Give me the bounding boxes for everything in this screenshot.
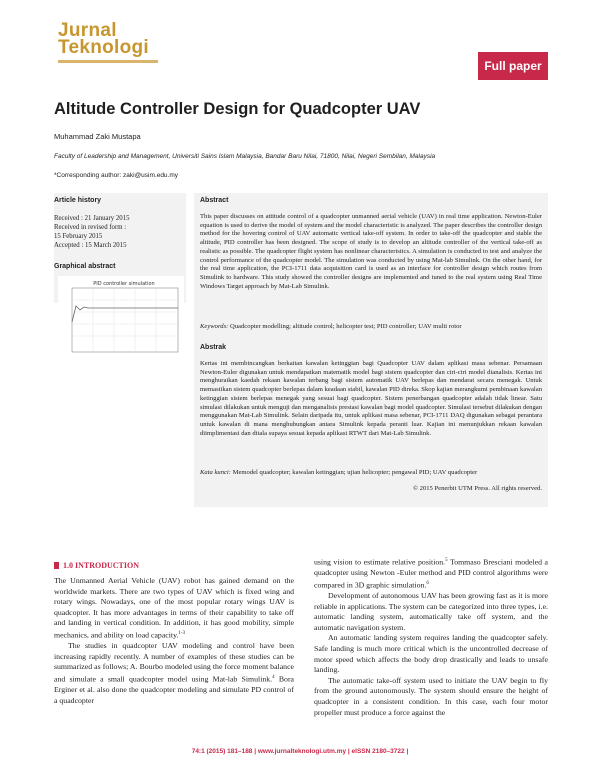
intro-right-paragraph-2: Development of autonomous UAV has been growing fast as it is more reliable in applications. The system can be categorized into three types, i.e. automatic landing system, automatically take off system, and the automatic navigation system. xyxy=(314,590,548,632)
intro-left-column xyxy=(54,576,294,706)
history-accepted: Accepted : 15 March 2015 xyxy=(54,242,127,249)
kata-kunci-label: Kata kunci: xyxy=(200,469,231,476)
abstract-box xyxy=(194,193,548,507)
intro-p1-text: The Unmanned Aerial Vehicle (UAV) robot has gained demand on the worldwide markets. There are two types of UAV which is fixed wing and rotary wings. Nowadays, one of the most popular rotary wings UAV is quadcopter. It has more advantages in terms of their capability to take off and landing in vertical condition. In addition, it has good mobility, simple mechanics, and ability on load capacity. xyxy=(54,576,294,640)
kata-kunci-text: Memodel quadcopter; kawalan ketinggian; ujian helicopter; pengawal PID; UAV quadcopter xyxy=(232,469,478,476)
copyright-line: © 2015 Penerbit UTM Press. All rights reserved. xyxy=(413,485,542,492)
intro-r1-ref: 5 xyxy=(445,558,448,563)
history-received: Received : 21 January 2015 xyxy=(54,215,130,222)
abstract-keywords xyxy=(200,323,542,332)
intro-heading-text: 1.0 INTRODUCTION xyxy=(63,561,140,570)
section-marker xyxy=(54,562,59,569)
intro-right-column xyxy=(314,556,548,718)
logo-line-1: Jurnal xyxy=(58,20,117,41)
graphical-abstract-plot xyxy=(58,276,184,360)
keywords-label: Keywords: xyxy=(200,323,229,330)
page-footer: 74:1 (2015) 181–188 | www.jurnalteknologi.utm.my | eISSN 2180–3722 | xyxy=(191,748,409,755)
intro-p2b-text: Bora Erginer et al. also done the quadcopter modeling and simulate PD control of a quadcopter xyxy=(54,674,294,705)
paper-title: Altitude Controller Design for Quadcopter UAV xyxy=(54,100,421,118)
abstrak-keywords xyxy=(200,469,542,478)
full-paper-badge: Full paper xyxy=(478,52,548,80)
intro-p2-ref: 4 xyxy=(272,674,275,680)
history-revised: Received in revised form : xyxy=(54,224,127,231)
intro-right-paragraph-1 xyxy=(314,556,548,591)
abstrak-text: Kertas ini membincangkan berkaitan kawalan ketinggian bagi Quadcopter UAV dalam aplikasi masa sebenar. Persamaan Newton-Euler digunakan untuk mendapatkan matematik model bagi sistem quadcopter dan ciri-ciri model dianalisis. Kertas ini menghuraikan kaedah rekaan kawalan terbang bagi sistem automatik UAV berlepas dan mendarat secara menegak. Untuk memastikan sistem quadcopter berlepas dalam keadaan stabil, kawalan PID direka. Skop kajian merangkumi pembinaan kawalan ketinggian sistem berlepas menegak yang sesuai bagi quadcopter. Sistem penerbangan quadcopter adalah tidak linear. Satu simulasi dilakukan untuk menguji dan menganalisis prestasi kawalan bagi model quadcopter. Simulasi tersebut dilakukan dengan menggunakan Mat-Lab Simulink. Selain daripada itu, untuk aplikasi masa sebenar, PCI-1711 DAQ digunakan sebagai perantara untuk kawalan di mana menghubungkan antara Simulink kepada peranti luar. Kajian ini menunjukkan rekaan kawalan diimplimentasi dan ditala supaya sesuai kepada aplikasi RTWT dari Mat-Lab Simulink. xyxy=(200,360,542,437)
graphical-abstract-heading: Graphical abstract xyxy=(54,263,116,270)
intro-p1-ref: 1-3 xyxy=(178,630,186,636)
abstrak-heading: Abstrak xyxy=(200,344,227,351)
intro-right-paragraph-3: An automatic landing system requires landing the quadcopter safely. Safe landing is much more critical which is the uncontrolled decrease of motor speed which affects the body drop drastically and leads to unsafe landing. xyxy=(314,633,548,675)
keywords-text: Quadcopter modelling; altitude control; helicopter test; PID controller; UAV multi rotor xyxy=(229,323,462,330)
plot-title: PID controller simulation xyxy=(93,281,155,287)
paper-author: Muhammad Zaki Mustapa xyxy=(54,132,141,141)
corresponding-author: *Corresponding author: zaki@usim.edu.my xyxy=(54,172,179,179)
logo-line-2: Teknologi xyxy=(58,37,150,58)
intro-paragraph-1 xyxy=(54,576,294,641)
plot-background xyxy=(58,276,184,360)
abstract-heading: Abstract xyxy=(200,197,229,204)
logo-underline xyxy=(58,60,158,63)
history-revised-date: 15 February 2015 xyxy=(54,233,103,240)
journal-logo xyxy=(58,22,149,56)
intro-r1b-text: Tommaso Bresciani modeled a quadcopter using Newton -Euler method and PID control algorithms were compared in 3D graphic simulation. xyxy=(314,557,548,590)
abstract-text: This paper discusses on attitude control of a quadcopter unmanned aerial vehicle (UAV) in real time application. Newton-Euler equation is used to derive the model of system and the model characteristic is analyzed. The paper describes the controller design method for the hovering control of UAV automatic vertical take-off system. In order to take-off the quadcopter and stable the altitude, PID controller has been designed. The scope of study is to develop an altitude controller of the vertical take-off as realistic as possible. The quadcopter flight system has nonlinear characteristics. A simulation is conducted to test and analyze the control performance of the quadcopter model. The simulation was conducted by using Mat-lab Simulink. On the other hand, for the real time application, the PCI-1711 data acquisition card is used as an interface for controller design which routes from Simulink to hardware. This study showed the controller designs are implemented and tuned to the real system using Real Time Windows Target approach by Mat-Lab Simulink. xyxy=(200,213,542,290)
intro-right-paragraph-4: The automatic take-off system used to initiate the UAV begin to fly from the ground autonomously. The system should ensure the height of quadcopter in a consistent condition. In this case, each four motor propeller must produce a force against the xyxy=(314,675,548,717)
article-history-heading: Article history xyxy=(54,197,102,204)
intro-r1b-ref: 6 xyxy=(426,580,429,586)
intro-section-heading xyxy=(54,561,139,570)
intro-r1-text: using vision to estimate relative position. xyxy=(314,557,446,567)
paper-affiliation: Faculty of Leadership and Management, Universiti Sains Islam Malaysia, Bandar Baru Nilai, 71800, Nilai, Negeri Sembilan, Malaysia xyxy=(54,153,436,160)
intro-paragraph-2 xyxy=(54,641,294,706)
intro-p2-text: The studies in quadcopter UAV modeling and control have been increasing rapidly recently. A number of examples of these studies can be summarized as follows; A. Bourbo modeled using the force moment balance and simulate a small quadcopter model using Mat-lab Simulink. xyxy=(54,641,294,684)
